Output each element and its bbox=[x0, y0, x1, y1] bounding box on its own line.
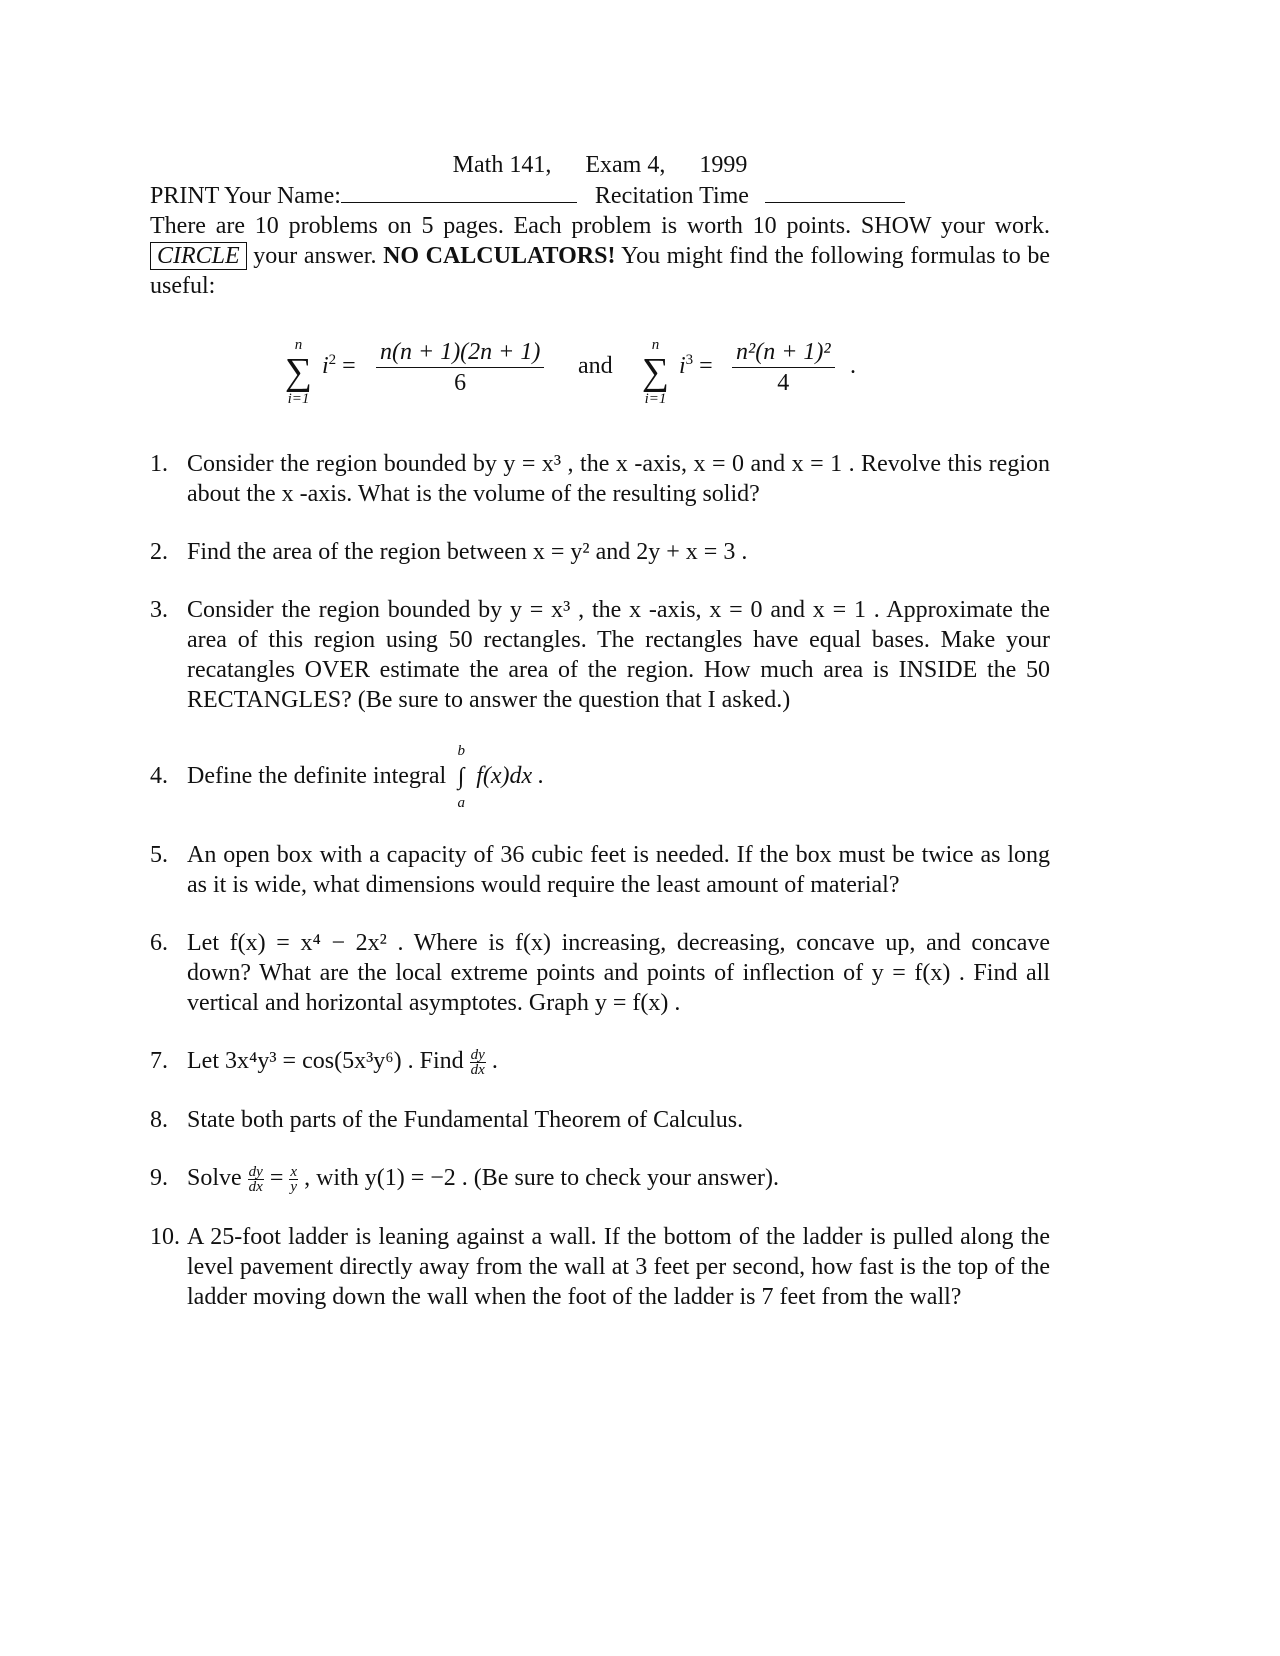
sum1-upper: n bbox=[294, 337, 303, 353]
print-name-label: PRINT Your Name: bbox=[150, 183, 341, 209]
derivative-fraction: $\frac{dy}{dx}$ bbox=[248, 1164, 263, 1196]
sigma-icon: ∑ bbox=[285, 351, 313, 393]
circle-box: CIRCLE bbox=[150, 242, 247, 270]
problem-number: 9. bbox=[150, 1165, 168, 1192]
problem-text: A 25-foot ladder is leaning against a wall. If the bottom of the ladder is pulled along the level pavement directly away from the wall at 3 feet per second, how fast is the top of the ladder moving down the wall when the foot of the ladder is 7 feet from the wall? bbox=[187, 1224, 1050, 1311]
problem-number: 3. bbox=[150, 597, 168, 623]
sum2-upper: n bbox=[651, 337, 660, 353]
intro-text-2: your answer. bbox=[253, 243, 377, 269]
problem-5 bbox=[150, 840, 1050, 900]
problem-text: Solve bbox=[187, 1165, 242, 1192]
problem-text: Let f(x) = x⁴ − 2x² . Where is f(x) increasing, decreasing, concave up, and concave down? What are the local extreme points and points of inflection of y = f(x) . Find all vertical and horizontal asymptotes. Graph y = f(x) . bbox=[187, 930, 1050, 1017]
problem-number: 4. bbox=[150, 763, 168, 789]
sum1-symbol bbox=[285, 337, 312, 407]
problem-list bbox=[150, 449, 1050, 1312]
intro-text-3: You might find the following formulas to be useful: bbox=[150, 243, 1051, 299]
instructions bbox=[150, 211, 1050, 301]
sum2-lower: i=1 bbox=[644, 391, 667, 407]
course-name: Math 141, bbox=[452, 152, 552, 178]
problem-number: 6. bbox=[150, 930, 168, 957]
exam-page bbox=[150, 150, 1050, 1340]
equals-sign: = bbox=[269, 1165, 284, 1192]
sum2-term: $i^3$ = bbox=[679, 352, 713, 379]
problem-text: Consider the region bounded by y = x³ , the x -axis, x = 0 and x = 1 . Revolve this region about the x -axis. What is the volume of the resulting solid? bbox=[187, 451, 1050, 507]
problem-number: 10. bbox=[150, 1224, 180, 1251]
and-text: and bbox=[578, 353, 613, 379]
problem-text: State both parts of the Fundamental Theorem of Calculus. bbox=[187, 1107, 744, 1134]
integral-upper: b bbox=[457, 743, 465, 760]
sum1-term: $i^2$ = bbox=[322, 352, 356, 379]
problem-tail: , with y(1) = −2 . (Be sure to check your answer). bbox=[304, 1165, 779, 1192]
problem-6 bbox=[150, 928, 1050, 1018]
sigma-icon: ∑ bbox=[642, 351, 670, 393]
problem-text: Define the definite integral bbox=[187, 763, 447, 789]
problem-9 bbox=[150, 1163, 1050, 1194]
name-blank bbox=[341, 180, 577, 203]
problem-text: Find the area of the region between x = y² and 2y + x = 3 . bbox=[187, 539, 748, 565]
problem-8 bbox=[150, 1105, 1050, 1135]
problem-number: 1. bbox=[150, 451, 168, 477]
problem-3 bbox=[150, 595, 1050, 715]
sum2-symbol bbox=[642, 337, 669, 407]
problem-number: 8. bbox=[150, 1107, 168, 1134]
ratio-fraction: $\frac{x}{y}$ bbox=[290, 1164, 298, 1196]
exam-year: 1999 bbox=[699, 152, 748, 178]
period: . bbox=[850, 353, 856, 379]
intro-text-1: There are 10 problems on 5 pages. Each problem is worth 10 points. SHOW your work. bbox=[150, 213, 1050, 239]
problem-text: Let 3x⁴y³ = cos(5x³y⁶) . Find bbox=[187, 1048, 464, 1075]
integral-lower: a bbox=[457, 795, 465, 812]
no-calculators: NO CALCULATORS! bbox=[383, 243, 616, 269]
recitation-label: Recitation Time bbox=[594, 183, 749, 209]
formulas bbox=[150, 337, 1050, 417]
integrand: f(x)dx . bbox=[476, 763, 545, 789]
problem-number: 2. bbox=[150, 539, 168, 565]
problem-text: An open box with a capacity of 36 cubic feet is needed. If the box must be twice as long as it is wide, what dimensions would require the least amount of material? bbox=[187, 842, 1050, 899]
problem-1 bbox=[150, 449, 1050, 509]
problem-number: 7. bbox=[150, 1048, 168, 1075]
sum2-denominator: 4 bbox=[777, 370, 790, 396]
exam-number: Exam 4, bbox=[585, 152, 666, 178]
problem-2 bbox=[150, 537, 1050, 567]
sum1-denominator: 6 bbox=[454, 370, 467, 396]
problem-tail: . bbox=[491, 1048, 498, 1075]
recitation-blank bbox=[765, 180, 905, 203]
problem-text: Consider the region bounded by y = x³ , the x -axis, x = 0 and x = 1 . Approximate the area of this region using 50 rectangles. The rectangles have equal bases. Make your recatangles OVER estimate the area of the region. How much area is INSIDE the 50 RECTANGLES? (Be sure to answer the question that I asked.) bbox=[187, 597, 1050, 713]
sum2-fraction bbox=[732, 337, 835, 398]
sum2-numerator: n²(n + 1)² bbox=[732, 337, 835, 368]
problem-10 bbox=[150, 1222, 1050, 1312]
integral-icon: b ∫ a bbox=[452, 762, 470, 792]
problem-number: 5. bbox=[150, 842, 168, 869]
sum1-numerator: n(n + 1)(2n + 1) bbox=[376, 337, 544, 368]
problem-4 bbox=[150, 743, 1050, 812]
sum1-fraction bbox=[376, 337, 544, 398]
exam-title bbox=[150, 150, 1050, 180]
problem-7 bbox=[150, 1046, 1050, 1077]
derivative-fraction: $\frac{dy}{dx}$ bbox=[470, 1047, 485, 1079]
sum1-lower: i=1 bbox=[287, 391, 310, 407]
name-line bbox=[150, 180, 1050, 211]
